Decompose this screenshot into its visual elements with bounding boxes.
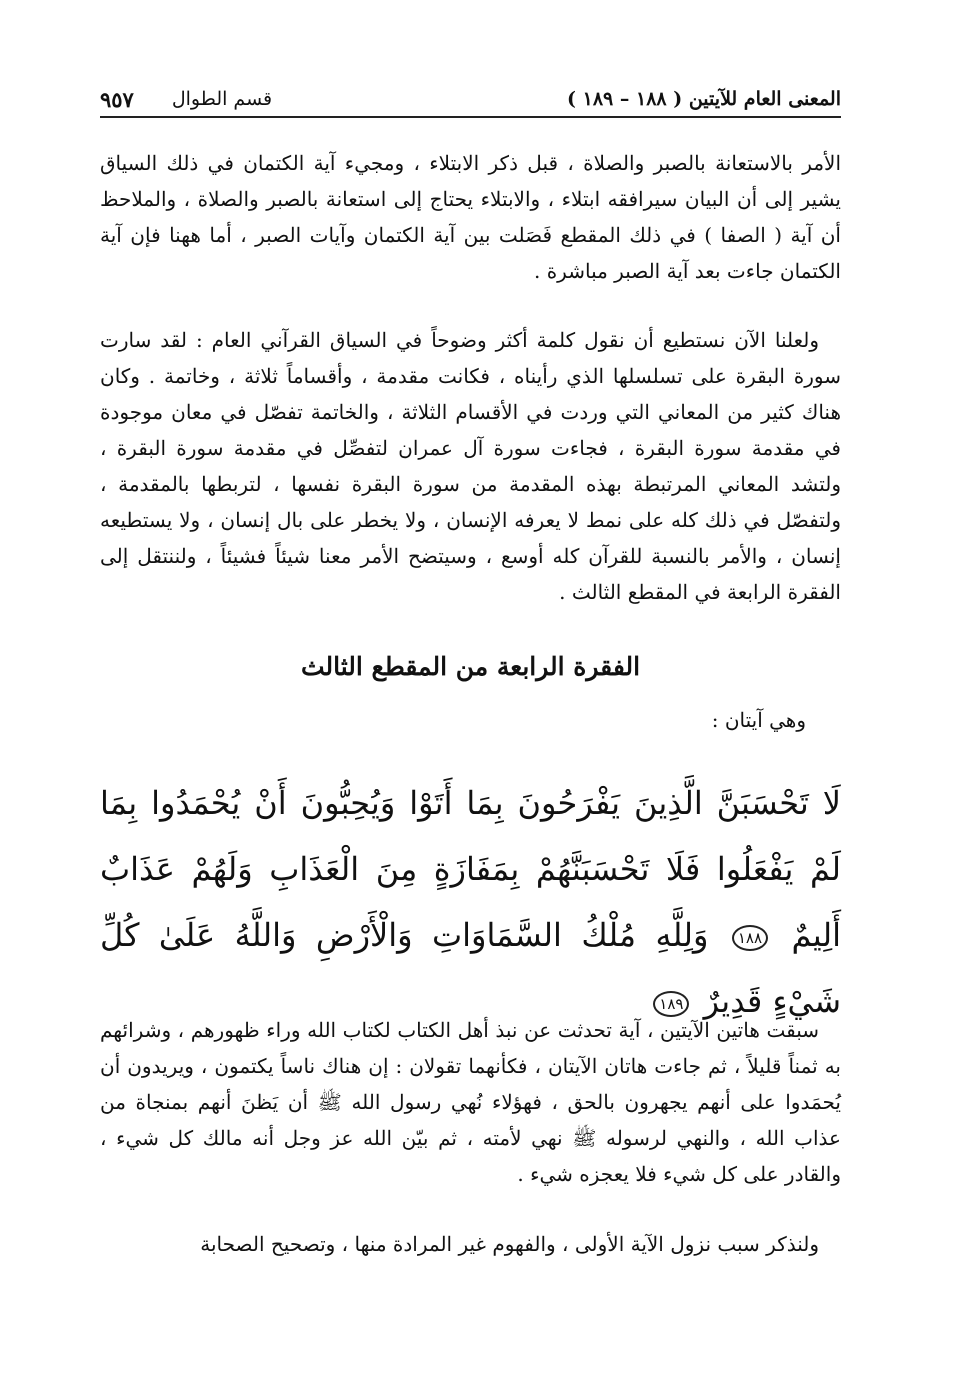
paragraph-3: سبقت هاتين الآيتين ، آية تحدثت عن نبذ أهل الكتاب لكتاب الله وراء ظهورهم ، وشرائهم به ثمناً قليلاً ، ثم جاءت هاتان الآيتان ، فكأنهما تقولان : إن هناك ناساً يكتمون ، ويريدون أن يُحمَدوا على أنهم يجهرون بالحق ، فهؤلاء نُهي رسول الله ﷺ أن يَظنَ أنهم بمنجاة من عذاب الله ، والنهي لرسوله ﷺ نهي لأمته ، ثم بيّن الله عز وجل أنه مالك كل شيء ، والقادر على كل شيء فلا يعجزه شيء . xyxy=(100,1018,841,1186)
header-title: المعنى العام للآيتين ( ١٨٨ – ١٨٩ ) xyxy=(567,88,841,110)
running-header xyxy=(100,82,841,118)
verse-188-text: لَا تَحْسَبَنَّ الَّذِينَ يَفْرَحُونَ بِمَا أَتَوْا وَيُحِبُّونَ أَنْ يُحْمَدُوا بِمَا لَمْ يَفْعَلُوا فَلَا تَحْسَبَنَّهُمْ بِمَفَازَةٍ مِنَ الْعَذَابِ وَلَهُمْ عَذَابٌ أَلِيمٌ xyxy=(100,784,842,954)
verses-intro: وهي آيتان : xyxy=(711,708,806,732)
paragraph-2: ولعلنا الآن نستطيع أن نقول كلمة أكثر وضوحاً في السياق القرآني العام : لقد سارت سورة البقرة على تسلسلها الذي رأيناه ، فكانت مقدمة ، وأقساماً ثلاثة ، وخاتمة . وكان هناك كثير من المعاني التي وردت في الأقسام الثلاثة ، والخاتمة تفصّل في معان موجودة في مقدمة سورة البقرة ، فجاءت سورة آل عمران لتفصِّل في مقدمة سورة البقرة ، ولتشد المعاني المرتبطة بهذه المقدمة من سورة البقرة نفسها ، لتربطها بالمقدمة ، ولتفصّل في ذلك كله على نمط لا يعرفه الإنسان ، ولا يخطر على بال إنسان ، ولا يستطيعه إنسان ، والأمر بالنسبة للقرآن كله أوسع ، وسيتضح الأمر معنا شيئاً فشيئاً ، ولننتقل إلى الفقرة الرابعة في المقطع الثالث . xyxy=(100,328,842,604)
ayah-number-188: ١٨٨ xyxy=(732,925,768,951)
paragraph-4: ولنذكر سبب نزول الآية الأولى ، والفهوم غير المرادة منها ، وتصحيح الصحابة xyxy=(200,1232,819,1256)
header-section: قسم الطوال xyxy=(171,88,273,110)
verse-189-text: وَلِلَّهِ مُلْكُ السَّمَاوَاتِ وَالْأَرْضِ وَاللَّهُ عَلَىٰ كُلِّ شَيْءٍ قَدِيرٌ xyxy=(100,916,841,1020)
quran-verse-block xyxy=(100,770,841,1034)
ayah-number-189: ١٨٩ xyxy=(653,991,689,1017)
page-number: ٩٥٧ xyxy=(100,86,134,112)
header-left-group xyxy=(100,87,272,112)
paragraph-1: الأمر بالاستعانة بالصبر والصلاة ، قبل ذكر الابتلاء ، ومجيء آية الكتمان في ذلك السياق يشير إلى أن البيان سيرافقه ابتلاء ، والابتلاء يحتاج إلى استعانة بالصبر والصلاة ، والملاحظ أن آية ( الصفا ) في ذلك المقطع فَصَلت بين آية الكتمان وآيات الصبر ، أما ههنا فإن آية الكتمان جاءت بعد آية الصبر مباشرة . xyxy=(100,151,841,283)
section-title: الفقرة الرابعة من المقطع الثالث xyxy=(300,652,641,681)
